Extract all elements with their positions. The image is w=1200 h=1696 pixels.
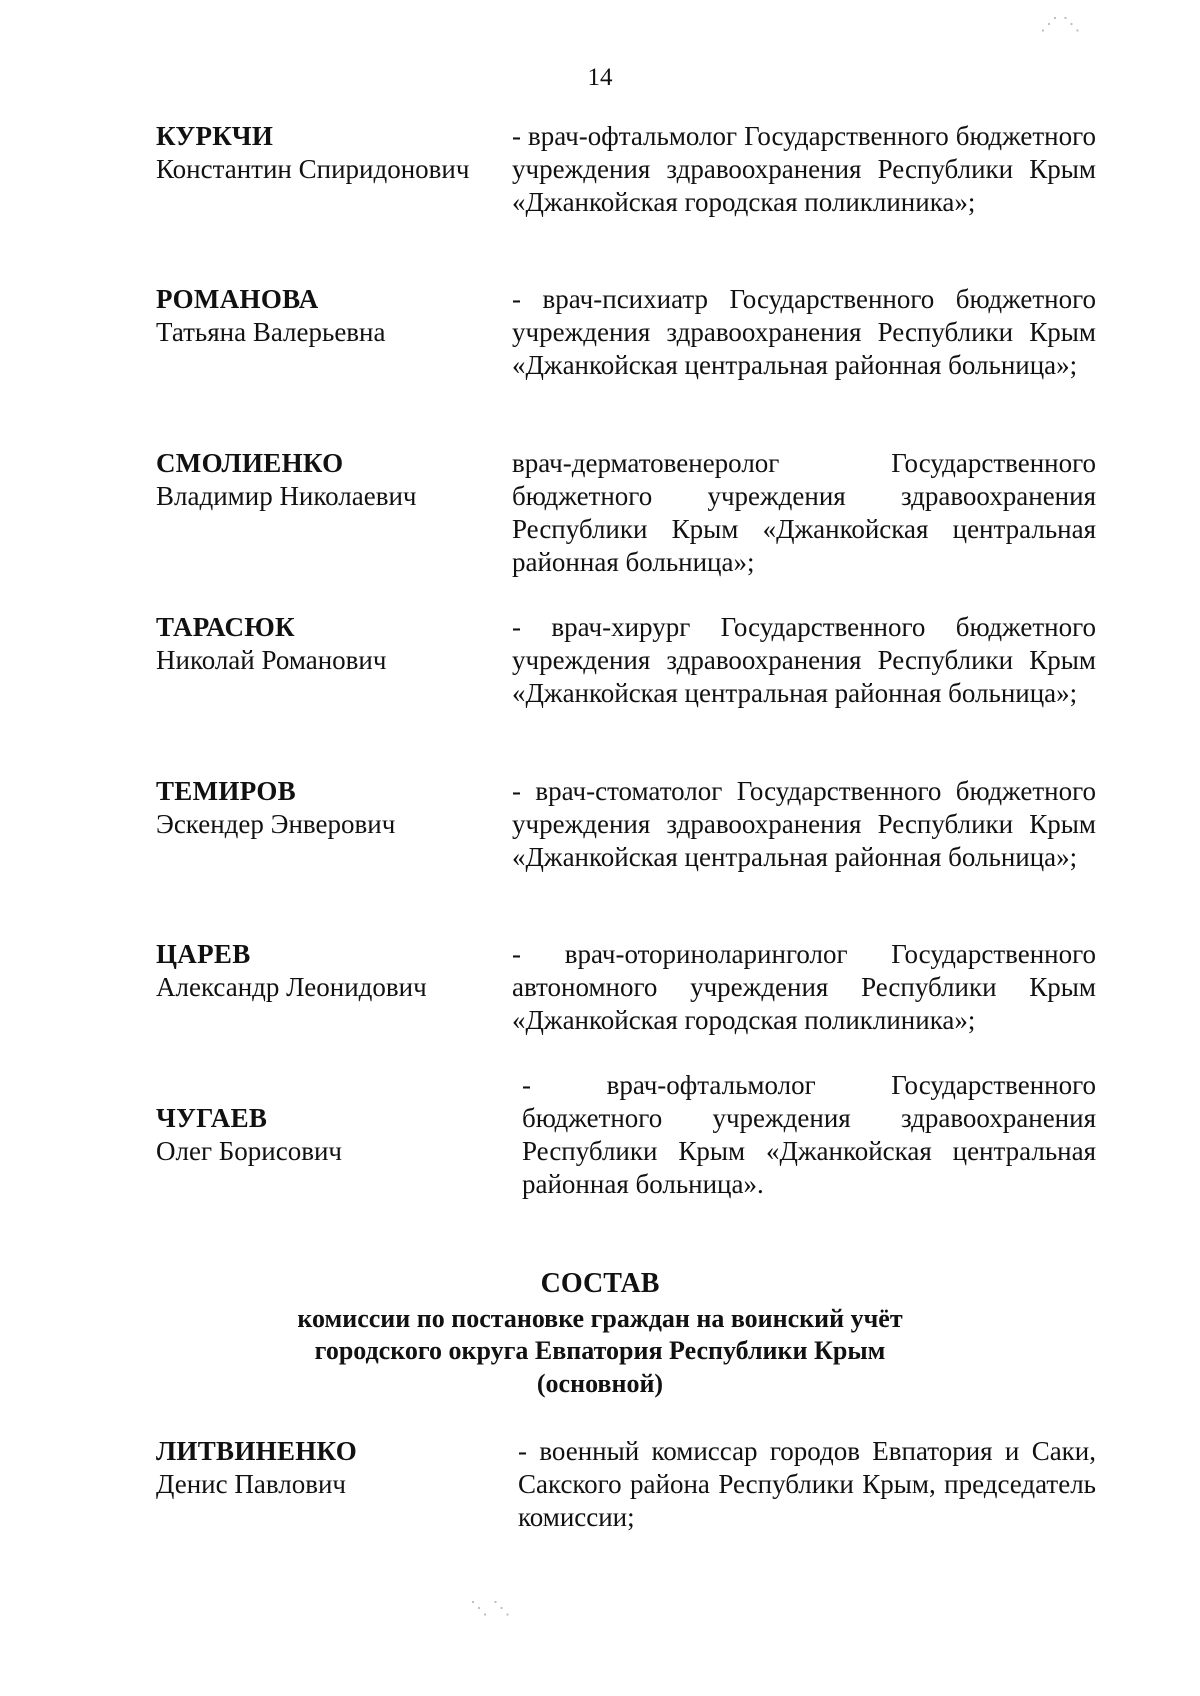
member-given-name: Константин Спиридонович <box>156 154 470 184</box>
member-position: - врач-офтальмолог Государственного бюджетного учреждения здравоохранения Республики Крым «Джанкойская центральная районная больница». <box>522 1070 1096 1199</box>
member-position: - врач-психиатр Государственного бюджетного учреждения здравоохранения Республики Крым «Джанкойская центральная районная больница»; <box>512 284 1096 380</box>
member-surname: КУРКЧИ <box>156 121 274 151</box>
member-position: - врач-хирург Государственного бюджетного учреждения здравоохранения Республики Крым «Джанкойская центральная районная больница»; <box>512 612 1096 708</box>
member-given-name: Александр Леонидович <box>156 972 427 1002</box>
scan-specks: ⋰ ⋱ <box>1040 14 1081 34</box>
member-given-name: Эскендер Энверович <box>156 809 396 839</box>
member-position: - врач-оториноларинголог Государственного автономного учреждения Республики Крым «Джанкойская городская поликлиника»; <box>512 939 1096 1035</box>
section-subtitle-line-1: комиссии по постановке граждан на воинский учёт <box>297 1304 903 1333</box>
member-given-name: Татьяна Валерьевна <box>156 317 386 347</box>
chair-surname: ЛИТВИНЕНКО <box>156 1436 358 1466</box>
member-given-name: Олег Борисович <box>156 1136 342 1166</box>
member-surname: ЧУГАЕВ <box>156 1103 268 1133</box>
section-title: СОСТАВ <box>540 1268 660 1299</box>
member-surname: ЦАРЕВ <box>156 939 251 969</box>
section-subtitle-line-3: (основной) <box>536 1369 664 1398</box>
member-surname: РОМАНОВА <box>156 284 319 314</box>
member-position: - врач-офтальмолог Государственного бюджетного учреждения здравоохранения Республики Крым «Джанкойская городская поликлиника»; <box>512 121 1096 217</box>
chair-given-name: Денис Павлович <box>156 1469 346 1499</box>
chair-position: - военный комиссар городов Евпатория и Саки, Сакского района Республики Крым, председатель комиссии; <box>518 1436 1096 1532</box>
member-position: врач-дерматовенеролог Государственного бюджетного учреждения здравоохранения Республики Крым «Джанкойская центральная районная больница»; <box>512 448 1096 577</box>
member-position: - врач-стоматолог Государственного бюджетного учреждения здравоохранения Республики Крым «Джанкойская центральная районная больница»; <box>512 776 1096 872</box>
member-surname: СМОЛИЕНКО <box>156 448 344 478</box>
member-surname: ТЕМИРОВ <box>156 776 296 806</box>
member-given-name: Николай Романович <box>156 645 387 675</box>
scan-specks: ⋱ ⋱ <box>470 1598 511 1618</box>
member-given-name: Владимир Николаевич <box>156 481 417 511</box>
section-subtitle-line-2: городского округа Евпатория Республики Крым <box>314 1336 886 1365</box>
page-number: 14 <box>587 64 613 91</box>
member-surname: ТАРАСЮК <box>156 612 295 642</box>
